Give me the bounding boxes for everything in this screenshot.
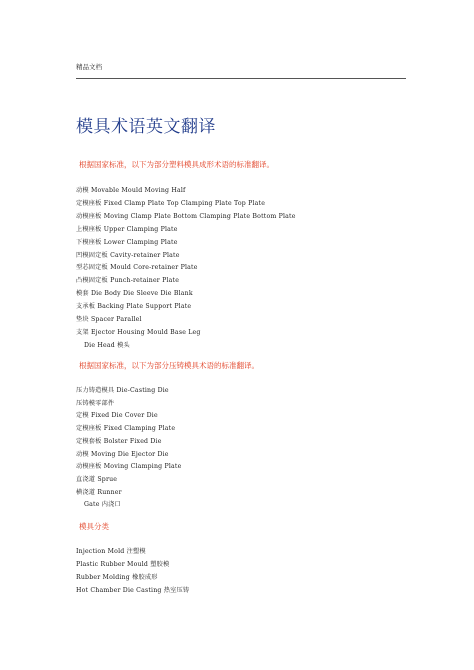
term-entry — [76, 327, 201, 336]
term-entry — [76, 572, 158, 581]
term-chinese: 内浇口 — [101, 501, 121, 509]
term-entry — [76, 250, 180, 259]
term-english: Die-Casting Die — [116, 387, 169, 394]
term-chinese: 压铸模零部件 — [76, 399, 115, 407]
term-chinese: 定模座板 — [76, 425, 102, 433]
term-english: Bolster Fixed Die — [103, 437, 162, 445]
term-entry — [76, 449, 169, 458]
term-english: Moving Die Ejector Die — [90, 450, 169, 458]
term-english: Movable Mould Moving Half — [90, 187, 186, 194]
section-heading: 模具分类 — [79, 522, 109, 531]
term-chinese: 动模 — [76, 450, 89, 458]
term-chinese: 橡胶成形 — [132, 573, 158, 581]
term-entry — [76, 301, 191, 310]
term-english: Rubber Molding — [76, 573, 130, 581]
term-entry — [76, 585, 189, 594]
header-divider — [76, 78, 406, 79]
term-entry — [76, 546, 146, 555]
term-entry — [76, 461, 181, 470]
term-english: Lower Clamping Plate — [103, 238, 178, 246]
term-chinese: 支承板 — [76, 303, 96, 311]
term-entry — [76, 559, 169, 568]
term-entry — [76, 288, 193, 297]
term-english: Fixed Die Cover Die — [90, 412, 158, 420]
term-entry — [76, 436, 162, 445]
term-chinese: 型芯固定板 — [76, 264, 108, 272]
term-chinese: 动模座板 — [76, 212, 102, 220]
term-entry — [76, 487, 122, 496]
term-entry — [76, 211, 296, 220]
term-chinese: 横浇道 — [76, 488, 96, 496]
term-chinese: 定模座板 — [76, 199, 102, 207]
term-english: Die Head — [84, 341, 115, 349]
term-english: Injection Mold — [76, 548, 125, 555]
term-entry — [76, 275, 179, 284]
term-entry — [76, 314, 142, 323]
term-chinese: 动模座板 — [76, 463, 102, 471]
term-english: Sprue — [97, 475, 118, 483]
term-chinese: 热室压铸 — [163, 586, 190, 594]
term-entry — [76, 262, 198, 271]
term-english: Gate — [84, 501, 100, 509]
term-english: Punch-retainer Plate — [110, 277, 180, 285]
term-chinese: 塑胶模 — [150, 560, 170, 568]
term-chinese: 模头 — [117, 341, 130, 349]
term-english: Backing Plate Support Plate — [97, 303, 192, 311]
term-english: Upper Clamping Plate — [103, 225, 178, 233]
term-chinese: 动模 — [76, 187, 89, 194]
section-heading: 根据国家标准，以下为部分压铸模具术语的标准翻译。 — [79, 361, 259, 370]
term-chinese: 定模 — [76, 412, 89, 420]
term-entry — [76, 185, 186, 194]
document-title: 模具术语英文翻译 — [76, 117, 216, 137]
term-chinese: 凹模固定板 — [76, 251, 108, 259]
term-entry — [76, 237, 178, 246]
term-entry — [84, 340, 130, 349]
term-chinese: 垫块 — [76, 316, 89, 323]
term-english: Die Body Die Sleeve Die Blank — [90, 290, 193, 298]
term-chinese: 凸模固定板 — [76, 277, 108, 285]
term-chinese: 模套 — [76, 290, 89, 298]
term-entry — [76, 198, 265, 207]
term-english: Plastic Rubber Mould — [76, 560, 149, 568]
term-english: Fixed Clamping Plate — [103, 425, 176, 433]
term-english: Spacer Parallel — [90, 316, 142, 323]
header-label: 精品文档 — [76, 63, 102, 71]
term-english: Cavity-retainer Plate — [110, 251, 180, 259]
term-chinese: 直浇道 — [76, 475, 96, 483]
term-english: Ejector Housing Mould Base Leg — [90, 328, 201, 336]
term-english: Moving Clamp Plate Bottom Clamping Plate Bottom Plate — [103, 212, 296, 220]
term-entry — [76, 398, 114, 407]
term-entry — [76, 224, 178, 233]
term-chinese: 支架 — [76, 328, 89, 336]
term-english: Runner — [97, 488, 122, 496]
term-entry — [76, 385, 169, 394]
term-english: Moving Clamping Plate — [103, 463, 182, 471]
term-chinese: 注塑模 — [126, 548, 146, 555]
term-entry — [76, 410, 158, 419]
term-chinese: 定模套板 — [76, 437, 102, 445]
term-english: Mould Core-retainer Plate — [110, 264, 198, 272]
term-english: Hot Chamber Die Casting — [76, 586, 162, 594]
term-chinese: 下模座板 — [76, 238, 102, 246]
term-english: Fixed Clamp Plate Top Clamping Plate Top Plate — [103, 199, 266, 207]
section-heading: 根据国家标准，以下为部分塑料模具成形术语的标准翻译。 — [79, 160, 274, 169]
term-chinese: 压力铸造模具 — [76, 387, 115, 394]
term-chinese: 上模座板 — [76, 225, 102, 233]
term-entry — [84, 499, 121, 508]
term-entry — [76, 474, 117, 483]
term-entry — [76, 423, 175, 432]
